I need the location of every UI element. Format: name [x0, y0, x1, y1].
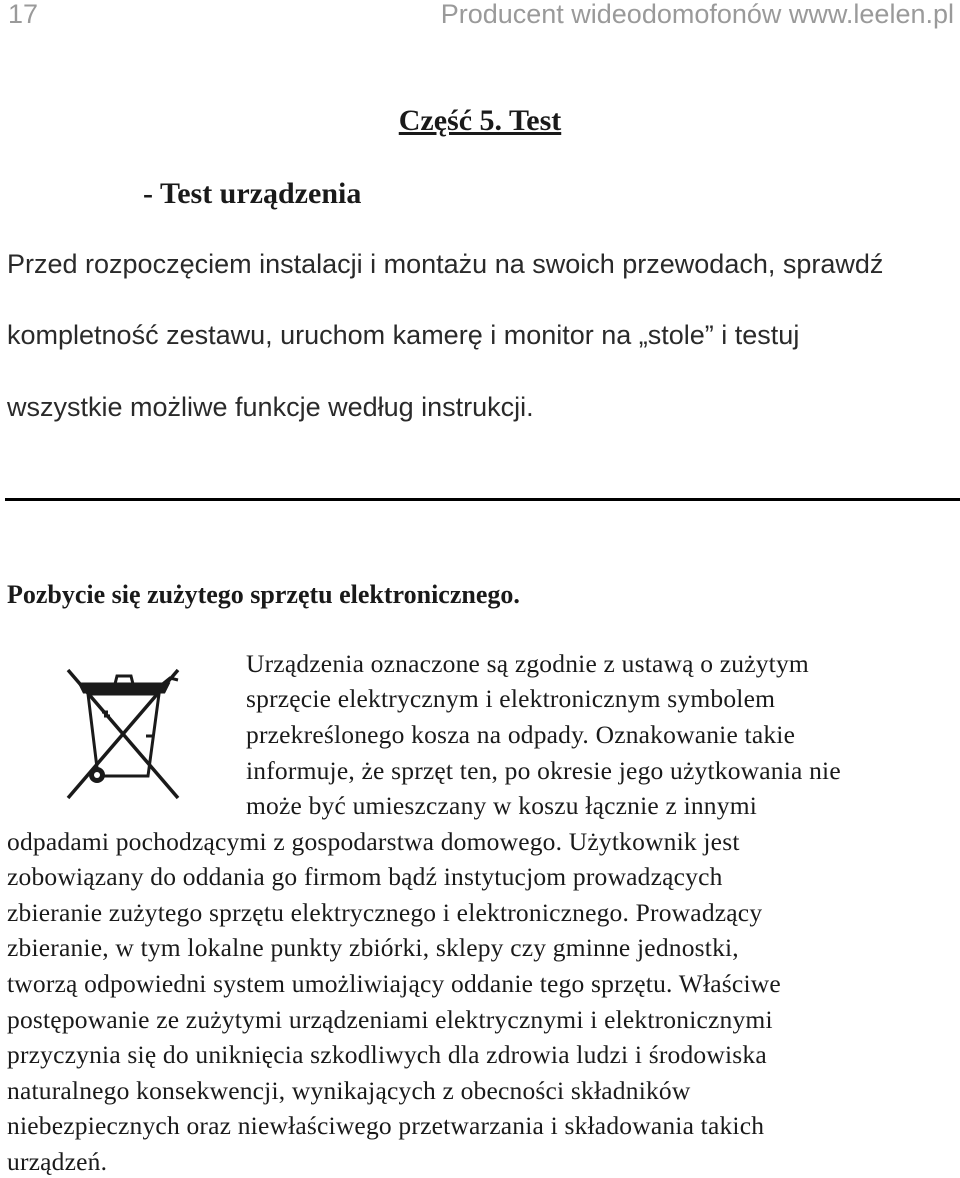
disposal-text-line: przekreślonego kosza na odpady. Oznakowanie takie	[246, 720, 796, 749]
disposal-text-line: zbieranie zużytego sprzętu elektrycznego i elektronicznego. Prowadzący	[7, 898, 763, 927]
section-title: Część 5. Test	[398, 104, 562, 137]
disposal-text-line: tworzą odpowiedni system umożliwiający oddanie tego sprzętu. Właściwe	[7, 969, 781, 998]
page-number: 17	[8, 0, 39, 29]
disposal-text-line: zbieranie, w tym lokalne punkty zbiórki, sklepy czy gminne jednostki,	[7, 933, 739, 962]
disposal-title: Pozbycie się zużytego sprzętu elektronicznego.	[7, 580, 520, 609]
disposal-text-line: sprzęcie elektrycznym i elektronicznym symbolem	[246, 684, 776, 713]
intro-paragraph-line: wszystkie możliwe funkcje według instrukcji.	[7, 392, 534, 422]
intro-paragraph-line: Przed rozpoczęciem instalacji i montażu na swoich przewodach, sprawdź	[7, 249, 884, 279]
disposal-text-line: przyczynia się do uniknięcia szkodliwych dla zdrowia ludzi i środowiska	[7, 1040, 767, 1069]
disposal-text-line: niebezpiecznych oraz niewłaściwego przetwarzania i składowania takich	[7, 1111, 765, 1140]
disposal-text-line: Urządzenia oznaczone są zgodnie z ustawą o zużytym	[246, 649, 809, 678]
page-header-text: Producent wideodomofonów www.leelen.pl	[440, 0, 954, 29]
subsection-title: - Test urządzenia	[143, 177, 362, 210]
disposal-text-line: informuje, że sprzęt ten, po okresie jego użytkowania nie	[246, 756, 841, 785]
crossed-out-wheelie-bin-icon	[18, 656, 202, 808]
section-divider	[5, 498, 960, 501]
intro-paragraph-line: kompletność zestawu, uruchom kamerę i monitor na „stole” i testuj	[7, 320, 800, 350]
disposal-text-line: naturalnego konsekwencji, wynikających z obecności składników	[7, 1076, 691, 1105]
disposal-text-line: może być umieszczany w koszu łącznie z innymi	[246, 791, 758, 820]
disposal-text-line: zobowiązany do oddania go firmom bądź instytucjom prowadzących	[7, 862, 723, 891]
disposal-text-line: postępowanie ze zużytymi urządzeniami elektrycznymi i elektronicznymi	[7, 1005, 773, 1034]
disposal-text-line: odpadami pochodzącymi z gospodarstwa domowego. Użytkownik jest	[7, 827, 740, 856]
disposal-text-line: urządzeń.	[7, 1147, 108, 1176]
